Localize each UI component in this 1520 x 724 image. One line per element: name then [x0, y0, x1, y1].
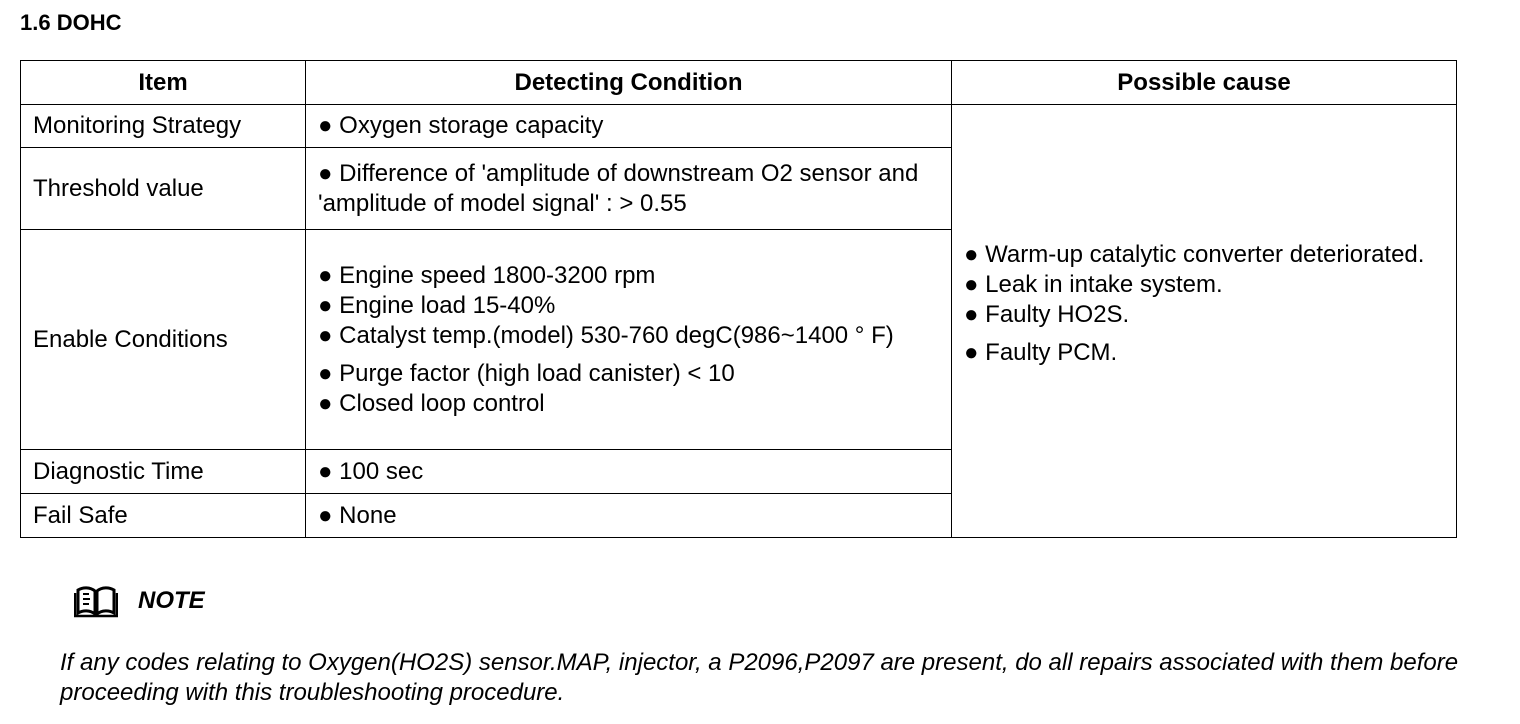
item-monitoring-strategy: Monitoring Strategy [21, 105, 306, 148]
condition-bullet: ● Purge factor (high load canister) < 10 [318, 359, 939, 389]
header-detecting-condition: Detecting Condition [306, 61, 952, 105]
condition-monitoring-strategy [306, 105, 952, 148]
table-row [21, 105, 1457, 148]
condition-diagnostic-time [306, 450, 952, 494]
condition-threshold-value [306, 148, 952, 230]
condition-enable-conditions [306, 230, 952, 450]
header-possible-cause: Possible cause [952, 61, 1457, 105]
diagnostic-table [20, 60, 1457, 538]
condition-fail-safe [306, 494, 952, 538]
item-fail-safe: Fail Safe [21, 494, 306, 538]
header-item: Item [21, 61, 306, 105]
condition-bullet: ● 100 sec [318, 457, 939, 487]
item-diagnostic-time: Diagnostic Time [21, 450, 306, 494]
section-title: 1.6 DOHC [20, 10, 122, 35]
condition-bullet: ● Closed loop control [318, 389, 939, 419]
cause-bullet: ● Faulty PCM. [964, 338, 1444, 368]
item-enable-conditions: Enable Conditions [21, 230, 306, 450]
book-icon [74, 584, 118, 618]
cause-bullet: ● Faulty HO2S. [964, 300, 1444, 330]
condition-bullet: ● Difference of 'amplitude of downstream O2 sensor and 'amplitude of model signal' : > 0.55 [318, 159, 939, 219]
note-header [74, 584, 205, 618]
cause-bullet: ● Warm-up catalytic converter deteriorated. [964, 240, 1444, 270]
note-label: NOTE [138, 587, 205, 614]
cause-bullet: ● Leak in intake system. [964, 270, 1444, 300]
note-text: If any codes relating to Oxygen(HO2S) sensor.MAP, injector, a P2096,P2097 are present, do all repairs associated with them before proceeding with this troubleshooting procedure. [60, 649, 1459, 706]
condition-bullet: ● None [318, 501, 939, 531]
condition-bullet: ● Oxygen storage capacity [318, 111, 939, 141]
condition-bullet: ● Engine speed 1800-3200 rpm [318, 261, 939, 291]
item-threshold-value: Threshold value [21, 148, 306, 230]
possible-cause-cell [952, 105, 1457, 538]
table-header-row [21, 61, 1457, 105]
condition-bullet: ● Engine load 15-40% [318, 291, 939, 321]
condition-bullet: ● Catalyst temp.(model) 530-760 degC(986~1400 ° F) [318, 321, 939, 351]
